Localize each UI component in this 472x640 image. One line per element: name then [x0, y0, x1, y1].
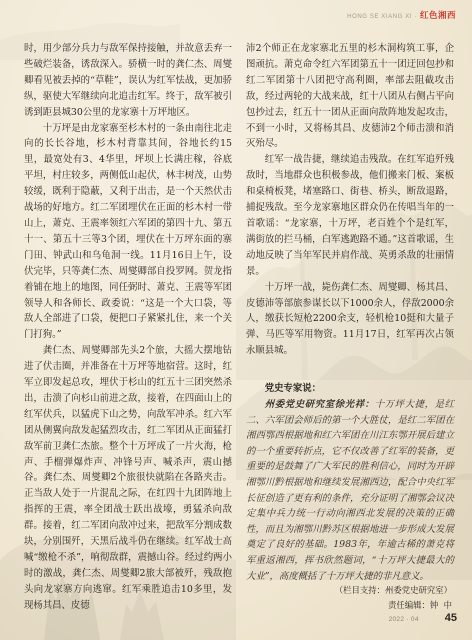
- expert-speaker: 州委党史研究室徐光祥：: [264, 399, 375, 411]
- section-header: [347, 9, 456, 23]
- section-column-name: 红色湘西: [419, 11, 456, 21]
- expert-commentary: [246, 397, 454, 584]
- article-paragraph: 十万坪一战，毙伤龚仁杰、周燮卿、杨其昌、皮德沛等部旅参谋长以下1000余人，俘敌2000余人，缴获长短枪2200余支，轻机枪10挺和大量子弹、马匹等军用物资。11月17日，红军再次占领永顺县城。: [246, 281, 454, 357]
- section-pinyin: HONG SE XIANG XI ·: [347, 14, 417, 20]
- expert-commentary-text: 十万坪大捷，是红二、六军团会师后的第一个大胜仗，是红二军团在湘西鄂西根据地和红六军团在川江东鄂开展后建立的一个重要转折点，它不仅改善了红军的装备，更重要的是鼓舞了广大军民的胜利信心，同时为开辟湘鄂川黔根据地和继续发展湘西边，配合中央红军长征创造了更有利的条件，充分证明了湘鄂会议决定集中兵力统一行动向湘西北发展的决策的正确性，而且为湘鄂川黔苏区根据地进一步形成大发展奠定了良好的基础。1983年，年逾古稀的萧克将军重返湘西，挥书欣然题词，“十万坪大捷最大的大业”，高度概括了十万坪大捷的非凡意义。: [246, 399, 454, 582]
- article-paragraph: 沛2个师正在龙家寨北五里的杉木洞构筑工事，企图顽抗。萧克命令红六军团第五十一团迂回包抄和红二军团第十八团把守高利圈，率部去阻截攻击敌，经过两轮的大战来战，红十八团从右侧占平向包抄过去，红五十一团从正面向敌阵地发起攻击，不到一小时，又将杨其昌、皮德沛2个师击溃和消灭殆尽。: [246, 43, 454, 150]
- editor-credit: 责任编辑：钟 中: [388, 600, 452, 610]
- article-left-column: [24, 41, 232, 614]
- page-footer: [389, 612, 457, 624]
- expert-heading: 党史专家说：: [264, 383, 322, 395]
- article-paragraph: 时，用少部分兵力与敌军保持接触，并故意丢弃一些破烂装备，诱敌深入。骄横一时的龚仁杰、周燮卿看见被丢掉的“草鞋”，误认为红军怯战，更加骄纵，驱使大军继续向北追击红军。终于，敌军被引诱到距县城30公里的龙家寨十万坪地区。: [24, 43, 232, 118]
- expert-comment-box: [246, 381, 454, 584]
- issue-number: 2022 · 04: [388, 616, 419, 623]
- article-right-column: [246, 41, 454, 584]
- column-support-credit: （栏目支持：州委党史研究室）: [334, 585, 452, 595]
- page-number: 45: [444, 612, 457, 624]
- credits: [335, 583, 452, 613]
- article-paragraph: 龚仁杰、周燮卿部先头2个旅，大摇大摆地钻进了伏击圈，并准备在十万坪等地宿营。这时，红军立即发起总攻，埋伏于杉山的红五十三团突然杀出，击溃了向杉山前进之敌，接着，在四面山上的红军伏兵，以猛虎下山之势，向敌军冲杀。红六军团从侧翼向敌发起猛烈攻击，红二军团从正面猛打敌军前卫龚仁杰旅。整个十万坪成了一片火海，枪声、手榴弹爆炸声、冲锋号声、喊杀声，震山撼谷。龚仁杰、周燮卿2个旅很快就陷在各路夹击。正当敌人处于一片混乱之际，在红四十九团阵地上指挥的王震，率全团战士跃出战壕，勇猛杀向敌群。接着，红二军团向敌冲过来，把敌军分割成数块，分别围歼，天黑后战斗仍在继续。红军战士高喊“缴枪不杀”，响彻敌群，震撼山谷。经过约两小时的激战，龚仁杰、周燮卿2旅大部被歼，残敌抱头向龙家寨方向逃窜。红军乘胜追击10多里，发现杨其昌、皮德: [24, 345, 232, 611]
- article-paragraph: 红军一战告捷，继续追击残敌。在红军追歼残敌时，当地群众也积极参战，他们搬来门板、案板和桌椅板凳，堵塞路口、街巷、桥头，断敌退路，捕捉残敌。至今龙家寨地区群众仍在传唱当年的一首歌谣：“龙家寨，十万坪，老百姓个个是红军，满街放的拦马桶，白军逃跑路不通。”这首歌谣，生动地反映了当年军民并肩作战、英勇杀敌的壮丽情景。: [246, 154, 454, 277]
- article-paragraph: 十万坪是由龙家寨至杉木村的一条由南往北走向的长长谷地，杉木村背靠其间，谷地长约15里，最宽处有3、4华里，坪坝上长满庄稼，谷底平坦，村庄较多，两侧低山起伏，林丰树茂，山势较缓，既利于隐蔽，又利于出击，是一个天然伏击战场的好地方。红二军团埋伏在正面的杉木村一带山上，萧克、王震率领红六军团的第四十九、第五十一、第五十三等3个团，埋伏在十万坪东面的寨门田、钟武山和乌龟洞一线。11月16日上午，设伏完毕，只等龚仁杰、周燮卿部自投罗网。贺龙指着铺在地上的地图，同任弼时、萧克、王震等军团领导人和各师长、政委说：“这是一个大口袋，等敌人全部进了口袋，便把口子紧紧扎住，来一个关门打狗。”: [24, 122, 232, 341]
